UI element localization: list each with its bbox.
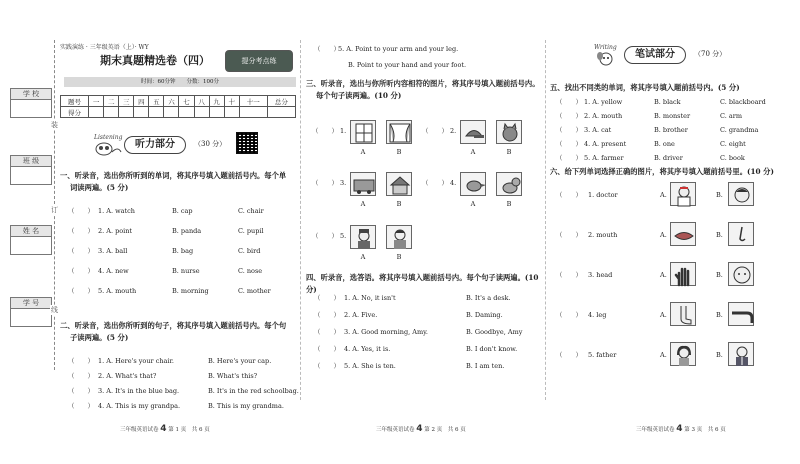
listening-tag: Listening: [94, 134, 123, 141]
answer-bracket[interactable]: （ ）: [314, 362, 340, 370]
answer-option: B. Goodbye, Amy: [466, 328, 523, 336]
answer-option: C. blackboard: [720, 98, 766, 106]
writing-tag: Writing: [594, 44, 617, 51]
score-column-header: 一: [89, 96, 104, 107]
answer-option: 4. A. present: [584, 140, 627, 148]
answer-bracket[interactable]: （ ）: [68, 402, 94, 410]
question-row: [60, 356, 296, 366]
answer-bracket[interactable]: （ ）: [68, 267, 94, 275]
answer-option: 1. A. Here's your chair.: [98, 357, 174, 365]
answer-bracket[interactable]: （ ）: [68, 357, 94, 365]
score-cell[interactable]: [179, 107, 194, 118]
picture-option: [728, 222, 754, 246]
footer-page-number: 第 1 页 共 6 页: [168, 427, 210, 433]
answer-option: B. It's a desk.: [466, 294, 511, 302]
answer-option: B. morning: [172, 287, 209, 295]
score-cell[interactable]: [149, 107, 164, 118]
answer-option: B. I am ten.: [466, 362, 505, 370]
answer-option: 3. A. cat: [584, 126, 612, 134]
footer-text: 三年级英语试卷: [376, 427, 415, 433]
picture-option: [670, 222, 696, 246]
exam-page-3: [550, 40, 776, 434]
answer-option: 5. A. Point to your arm and your leg.: [338, 45, 459, 53]
score-column-header: 四: [134, 96, 149, 107]
answer-option: B. Here's your cap.: [208, 357, 272, 365]
answer-option: C. book: [720, 154, 745, 162]
q1-heading-line1: 一、听录音，选出你所听到的单词，将其序号填入题前括号内。每个单: [60, 171, 287, 180]
answer-bracket[interactable]: （ ）: [556, 154, 582, 162]
picture-option: [670, 342, 696, 366]
question-row: [60, 266, 296, 276]
question-row: [550, 111, 786, 121]
answer-option: 1. A. yellow: [584, 98, 623, 106]
footer-grade-number: 4: [416, 424, 423, 434]
picture-label: A: [470, 148, 476, 156]
lips-icon: [671, 223, 697, 247]
school-label: 学 校: [10, 88, 52, 100]
answer-option: B. monster: [654, 112, 691, 120]
answer-option: C. arm: [720, 112, 743, 120]
answer-option: C. eight: [720, 140, 746, 148]
cut-mark: 订: [51, 206, 58, 214]
picture-option: [386, 225, 412, 249]
boy-icon: [387, 226, 413, 250]
woman-icon: [671, 343, 697, 367]
picture-label: A: [360, 253, 366, 261]
answer-option: B. nurse: [172, 267, 200, 275]
exam-page-1: [60, 40, 299, 434]
answer-option: 2. A. mouth: [584, 112, 623, 120]
score-cell[interactable]: [89, 107, 104, 118]
answer-option: C. mother: [238, 287, 271, 295]
foot-icon: [671, 303, 697, 327]
picture-label: B: [396, 200, 402, 208]
answer-option: B. It's in the red schoolbag.: [208, 387, 299, 395]
answer-bracket[interactable]: （ ）: [312, 179, 338, 187]
answer-option: B. cap: [172, 207, 193, 215]
answer-option: B. black: [654, 98, 681, 106]
picture-option: [670, 182, 696, 206]
score-cell[interactable]: [104, 107, 119, 118]
question-row: [550, 139, 786, 149]
page-footer: [120, 424, 210, 434]
answer-bracket[interactable]: （ ）: [314, 328, 340, 336]
cut-mark: 线: [51, 306, 58, 314]
question-row: [60, 286, 296, 296]
question-row: [306, 310, 542, 320]
question-row: [306, 361, 542, 371]
picture-label: A.: [660, 271, 667, 279]
score-column-header: 十一: [239, 96, 267, 107]
picture-label: A.: [660, 351, 667, 359]
vocab-word: 2. mouth: [588, 231, 618, 239]
picture-option: [386, 172, 412, 196]
answer-bracket[interactable]: （ ）: [314, 45, 340, 53]
answer-option: 5. A. farmer: [584, 154, 624, 162]
qr-code-icon[interactable]: [236, 132, 258, 154]
answer-option: B. one: [654, 140, 675, 148]
answer-option: 3. A. ball: [98, 247, 128, 255]
question-row: [60, 246, 296, 256]
answer-option: C. bird: [238, 247, 261, 255]
q1-heading: [60, 170, 296, 194]
vocab-word: 1. doctor: [588, 191, 618, 199]
answer-option: B. panda: [172, 227, 202, 235]
score-table: [60, 95, 296, 118]
score-column-header: 六: [164, 96, 179, 107]
exam-meta: 时间：60分钟 分数：100分: [64, 77, 296, 87]
answer-bracket[interactable]: （ ）: [314, 294, 340, 302]
score-column-header: 八: [194, 96, 209, 107]
house-icon: [387, 173, 413, 197]
exam-title: 期末真题精选卷（四）: [100, 54, 210, 67]
listening-section-title: 听力部分: [124, 136, 186, 154]
score-column-header: 九: [209, 96, 224, 107]
q1-heading-line2: 词读两遍。(5 分): [70, 183, 129, 192]
cap-icon: [461, 121, 487, 145]
boy-face-icon: [729, 183, 755, 207]
score-cell[interactable]: [224, 107, 239, 118]
class-label: 班 级: [10, 155, 52, 167]
answer-bracket[interactable]: （ ）: [68, 287, 94, 295]
page-footer: [636, 424, 726, 434]
q2-heading-line2: 子读两遍。(5 分): [70, 333, 129, 342]
answer-option: B. I don't know.: [466, 345, 518, 353]
picture-label: B: [396, 253, 402, 261]
footer-page-number: 第 3 页 共 6 页: [684, 427, 726, 433]
writing-section-banner: [594, 44, 774, 66]
answer-bracket[interactable]: （ ）: [422, 179, 448, 187]
answer-option: 2. A. Five.: [344, 311, 378, 319]
answer-bracket[interactable]: （ ）: [68, 247, 94, 255]
answer-bracket[interactable]: （ ）: [314, 345, 340, 353]
series-header: 实践演练 · 三年级英语（上）· WY: [60, 44, 149, 51]
writing-section-points: （70 分）: [694, 50, 727, 58]
picture-label: B: [506, 200, 512, 208]
picture-label: B.: [716, 231, 723, 239]
answer-option: B. Point to your hand and your foot.: [348, 61, 467, 69]
item-number: 2.: [450, 127, 457, 135]
score-header-label: 题号: [61, 96, 89, 107]
question-row: [306, 327, 542, 337]
picture-option: [350, 225, 376, 249]
score-cell[interactable]: [164, 107, 179, 118]
q2-heading-line1: 二、听录音，选出你所听到的句子，将其序号填入题前括号内。每个句: [60, 321, 287, 330]
score-cell[interactable]: [194, 107, 209, 118]
answer-option: 5. A. mouth: [98, 287, 137, 295]
answer-bracket[interactable]: （ ）: [556, 311, 582, 319]
answer-option: 4. A. Yes, it is.: [344, 345, 391, 353]
name-label: 姓 名: [10, 225, 52, 237]
score-column-header: 五: [149, 96, 164, 107]
item-number: 3.: [340, 179, 347, 187]
q3-heading-line1: 三、听录音，选出与你所听内容相符的图片，将其序号填入题前括号内。: [306, 79, 540, 88]
vocab-word: 4. leg: [588, 311, 607, 319]
item-number: 5.: [340, 232, 347, 240]
score-column-header: 七: [179, 96, 194, 107]
answer-bracket[interactable]: （ ）: [556, 140, 582, 148]
answer-option: 4. A. This is my grandpa.: [98, 402, 181, 410]
window-icon: [351, 121, 377, 145]
answer-bracket[interactable]: （ ）: [312, 232, 338, 240]
nose-icon: [729, 223, 755, 247]
q2-heading: [60, 320, 296, 344]
answer-option: 3. A. It's in the blue bag.: [98, 387, 180, 395]
picture-label: A.: [660, 311, 667, 319]
picture-option: [350, 120, 376, 144]
score-column-header: 总分: [267, 96, 295, 107]
owl-mascot-icon: [94, 140, 122, 156]
school-field[interactable]: [10, 88, 52, 118]
answer-option: C. grandma: [720, 126, 759, 134]
promo-stamp: 提分考点练: [225, 50, 293, 72]
dog-mascot-icon: [594, 50, 622, 66]
picture-option: [460, 172, 486, 196]
picture-label: B.: [716, 311, 723, 319]
item-number: 4.: [450, 179, 457, 187]
answer-bracket[interactable]: （ ）: [556, 231, 582, 239]
footer-page-number: 第 2 页 共 6 页: [424, 427, 466, 433]
answer-bracket[interactable]: （ ）: [422, 127, 448, 135]
picture-label: B: [506, 148, 512, 156]
picture-option: [386, 120, 412, 144]
picture-option: [350, 172, 376, 196]
answer-bracket[interactable]: （ ）: [556, 112, 582, 120]
question-row: [306, 344, 542, 354]
picture-option: [728, 262, 754, 286]
answer-option: 2. A. point: [98, 227, 133, 235]
bird-icon: [461, 173, 487, 197]
answer-bracket[interactable]: （ ）: [556, 191, 582, 199]
q6-heading: 六、给下列单词选择正确的图片，将其序号填入题前括号里。(10 分): [550, 167, 774, 176]
question-row: [550, 125, 786, 135]
answer-bracket[interactable]: （ ）: [68, 372, 94, 380]
score-cell[interactable]: [267, 107, 295, 118]
cut-mark: 装: [51, 121, 58, 129]
picture-label: A.: [660, 231, 667, 239]
writing-section-title: 笔试部分: [624, 46, 686, 64]
answer-option: 3. A. Good morning, Amy.: [344, 328, 429, 336]
student-number-field[interactable]: [10, 297, 52, 327]
picture-label: B: [396, 148, 402, 156]
vocab-word: 5. father: [588, 351, 617, 359]
question-row: [306, 44, 542, 54]
dog-icon: [497, 173, 523, 197]
picture-option: [670, 302, 696, 326]
question-row: [60, 386, 299, 396]
vocab-word: 3. head: [588, 271, 613, 279]
policeman-icon: [351, 226, 377, 250]
name-field[interactable]: [10, 225, 52, 255]
picture-option: [728, 302, 754, 326]
class-field[interactable]: [10, 155, 52, 185]
binding-gutter: [0, 0, 58, 464]
picture-option: [728, 182, 754, 206]
picture-label: B.: [716, 271, 723, 279]
answer-option: C. pupil: [238, 227, 264, 235]
footer-grade-number: 4: [676, 424, 683, 434]
question-row: [306, 293, 542, 303]
picture-label: A: [360, 148, 366, 156]
head-icon: [729, 263, 755, 287]
answer-option: C. nose: [238, 267, 263, 275]
q3-heading: [306, 78, 542, 102]
picture-option: [496, 120, 522, 144]
answer-option: B. What's this?: [208, 372, 258, 380]
picture-label: A: [360, 200, 366, 208]
picture-label: A: [470, 200, 476, 208]
picture-label: B.: [716, 351, 723, 359]
doctor-icon: [671, 183, 697, 207]
answer-bracket[interactable]: （ ）: [556, 98, 582, 106]
answer-bracket[interactable]: （ ）: [312, 127, 338, 135]
question-row: [550, 97, 786, 107]
picture-option: [670, 262, 696, 286]
answer-option: B. bag: [172, 247, 194, 255]
answer-option: B. brother: [654, 126, 688, 134]
score-column-header: 三: [119, 96, 134, 107]
footer-text: 三年级英语试卷: [120, 427, 159, 433]
picture-label: A.: [660, 191, 667, 199]
answer-bracket[interactable]: （ ）: [556, 351, 582, 359]
curtain-icon: [387, 121, 413, 145]
footer-text: 三年级英语试卷: [636, 427, 675, 433]
man-icon: [729, 343, 755, 367]
footer-grade-number: 4: [160, 424, 167, 434]
picture-option: [728, 342, 754, 366]
answer-option: 5. A. She is ten.: [344, 362, 396, 370]
exam-page-2: [306, 40, 542, 434]
question-row: [550, 153, 786, 163]
page-divider: [300, 40, 301, 400]
answer-option: C. chair: [238, 207, 264, 215]
q3-heading-line2: 每个句子读两遍。(10 分): [316, 91, 402, 100]
picture-option: [460, 120, 486, 144]
page-footer: [376, 424, 466, 434]
answer-option: 4. A. new: [98, 267, 129, 275]
question-row: [60, 401, 296, 411]
answer-bracket[interactable]: （ ）: [68, 387, 94, 395]
answer-option: 1. A. watch: [98, 207, 135, 215]
answer-bracket[interactable]: （ ）: [556, 271, 582, 279]
arm-icon: [729, 303, 755, 327]
answer-option: 2. A. What's that?: [98, 372, 157, 380]
cat-icon: [497, 121, 523, 145]
q4-heading: 四、听录音，选答语。将其序号填入题前括号内。每个句子读两遍。(10 分): [306, 273, 539, 294]
score-cell[interactable]: [209, 107, 224, 118]
page-divider: [545, 40, 546, 400]
listening-section-points: （30 分）: [194, 140, 227, 148]
bus-icon: [351, 173, 377, 197]
answer-bracket[interactable]: （ ）: [68, 227, 94, 235]
question-row: [60, 226, 296, 236]
q5-heading: 五、找出不同类的单词，将其序号填入题前括号内。(5 分): [550, 83, 740, 92]
score-cell[interactable]: [119, 107, 134, 118]
score-cell[interactable]: [134, 107, 149, 118]
answer-option: B. This is my grandma.: [208, 402, 284, 410]
answer-option: B. Daming.: [466, 311, 503, 319]
score-row-label: 得分: [61, 107, 89, 118]
item-number: 1.: [340, 127, 347, 135]
answer-bracket[interactable]: （ ）: [556, 126, 582, 134]
answer-bracket[interactable]: （ ）: [68, 207, 94, 215]
answer-option: B. driver: [654, 154, 683, 162]
question-row: [60, 371, 296, 381]
answer-bracket[interactable]: （ ）: [314, 311, 340, 319]
answer-option: 1. A. No, it isn't: [344, 294, 396, 302]
picture-option: [496, 172, 522, 196]
picture-label: B.: [716, 191, 723, 199]
score-column-header: 二: [104, 96, 119, 107]
score-cell[interactable]: [239, 107, 267, 118]
student-number-label: 学 号: [10, 297, 52, 309]
question-row: [60, 206, 296, 216]
hand-icon: [671, 263, 697, 287]
score-column-header: 十: [224, 96, 239, 107]
